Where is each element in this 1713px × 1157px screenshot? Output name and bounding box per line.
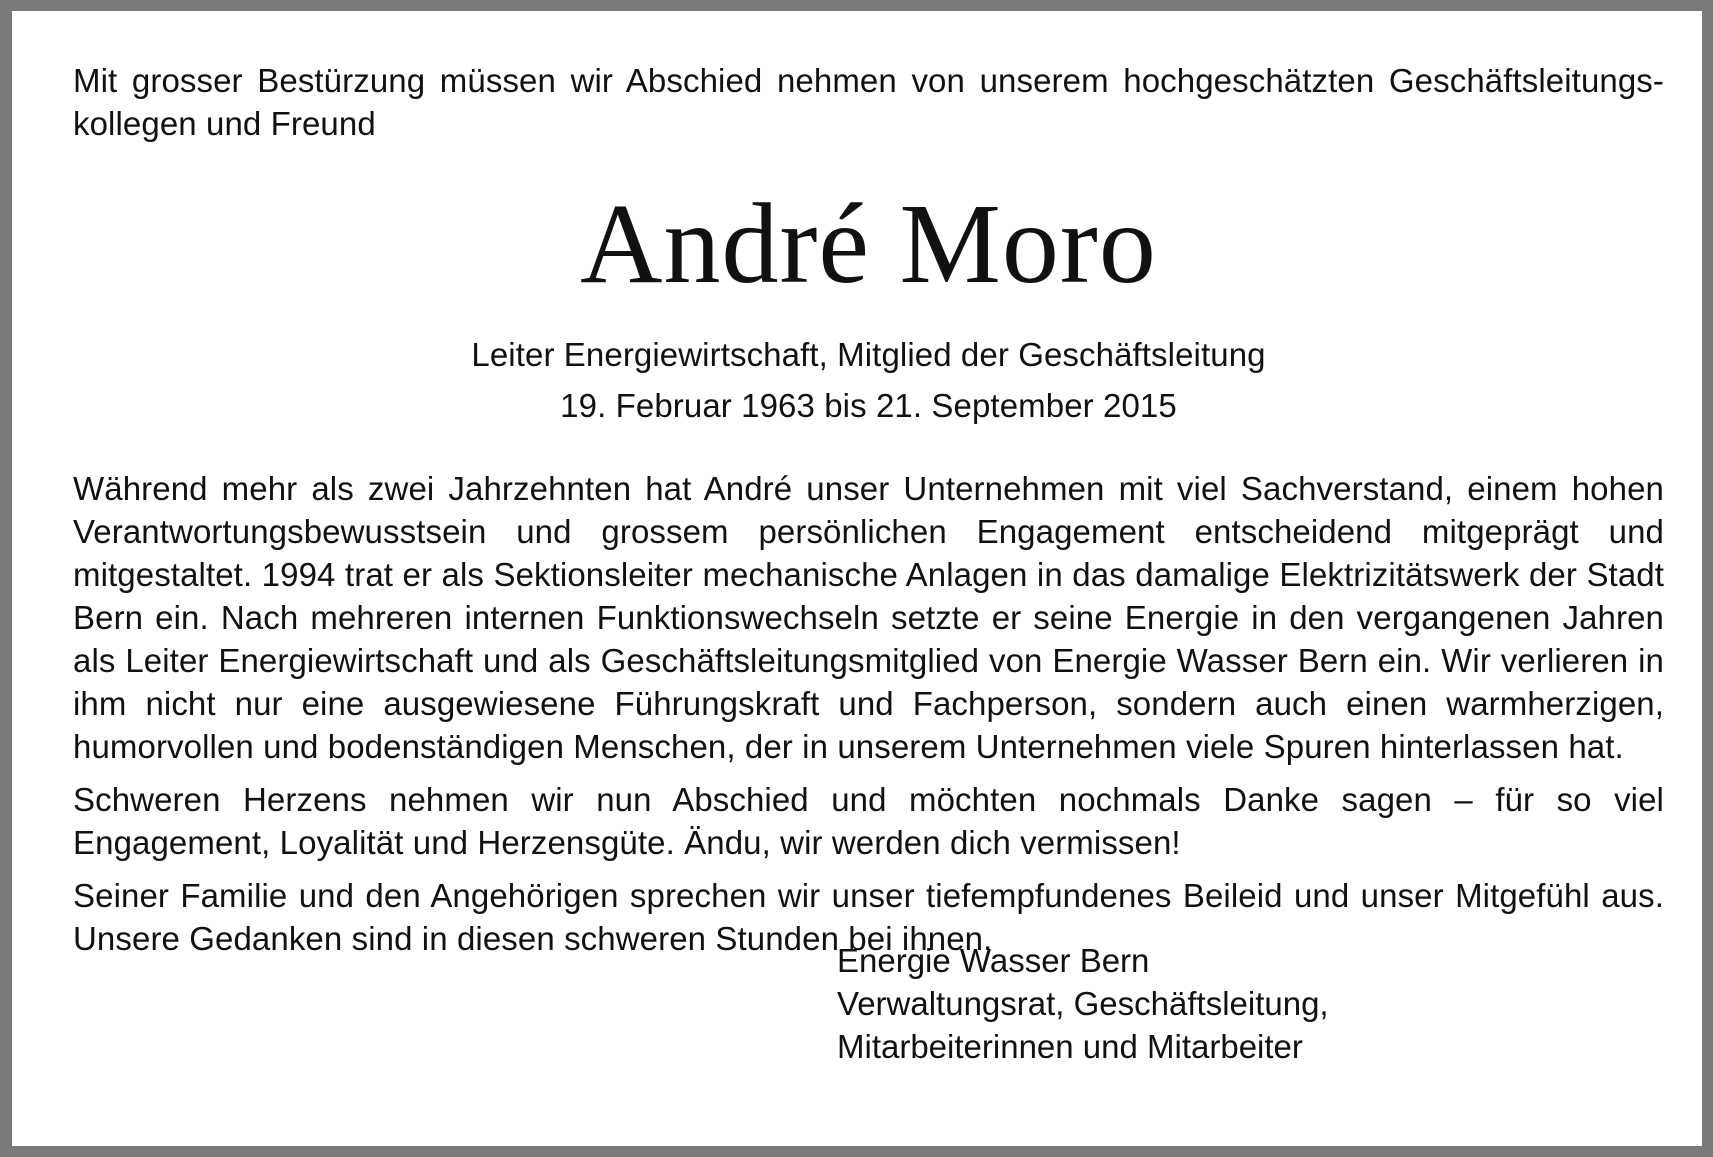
deceased-name: André Moro <box>580 180 1157 307</box>
tribute-paragraph: Während mehr als zwei Jahrzehnten hat André unser Unternehmen mit viel Sachverstand, einem hohen Verantwortungsbewusstsein und grossem persönlichen Engagement entscheidend mitgeprägt und mitgestaltet. 1994 trat er als Sektionsleiter mechanische Anlagen in das damalige Elektrizitätswerk der Stadt Bern ein. Nach mehreren internen Funktionswechseln setzte er seine Energie in den vergangenen Jahren als Leiter Energiewirtschaft und als Geschäftsleitungsmitglied von Energie Wasser Bern ein. Wir verlieren in ihm nicht nur eine ausgewiesene Führungskraft und Fachperson, sondern auch einen warmherzigen, humorvollen und bodenständigen Menschen, der in unserem Unternehmen viele Spuren hinterlassen hat. <box>73 470 1664 765</box>
role-line: Leiter Energiewirtschaft, Mitglied der Geschäftsleitung <box>471 336 1266 373</box>
obituary-content <box>73 59 1664 960</box>
signature-staff: Mitarbeiterinnen und Mitarbeiter <box>837 1028 1303 1065</box>
condolence-paragraph: Seiner Familie und den Angehörigen sprechen wir unser tiefempfundenes Beileid und unser Mitgefühl aus. Unsere Gedanken sind in diesen schweren Stunden bei ihnen. <box>73 877 1664 957</box>
signature-board: Verwaltungsrat, Geschäftsleitung, <box>837 985 1329 1022</box>
signature-organization: Energie Wasser Bern <box>837 942 1150 979</box>
signature-block <box>837 939 1329 1068</box>
intro-text: Mit grosser Bestürzung müssen wir Abschied nehmen von unserem hochgeschätzten Geschäftsleitungs-kollegen und Freund <box>73 62 1664 142</box>
life-dates: 19. Februar 1963 bis 21. September 2015 <box>560 387 1177 424</box>
farewell-paragraph: Schweren Herzens nehmen wir nun Abschied und möchten nochmals Danke sagen – für so viel Engagement, Loyalität und Herzensgüte. Ändu, wir werden dich vermissen! <box>73 781 1664 861</box>
